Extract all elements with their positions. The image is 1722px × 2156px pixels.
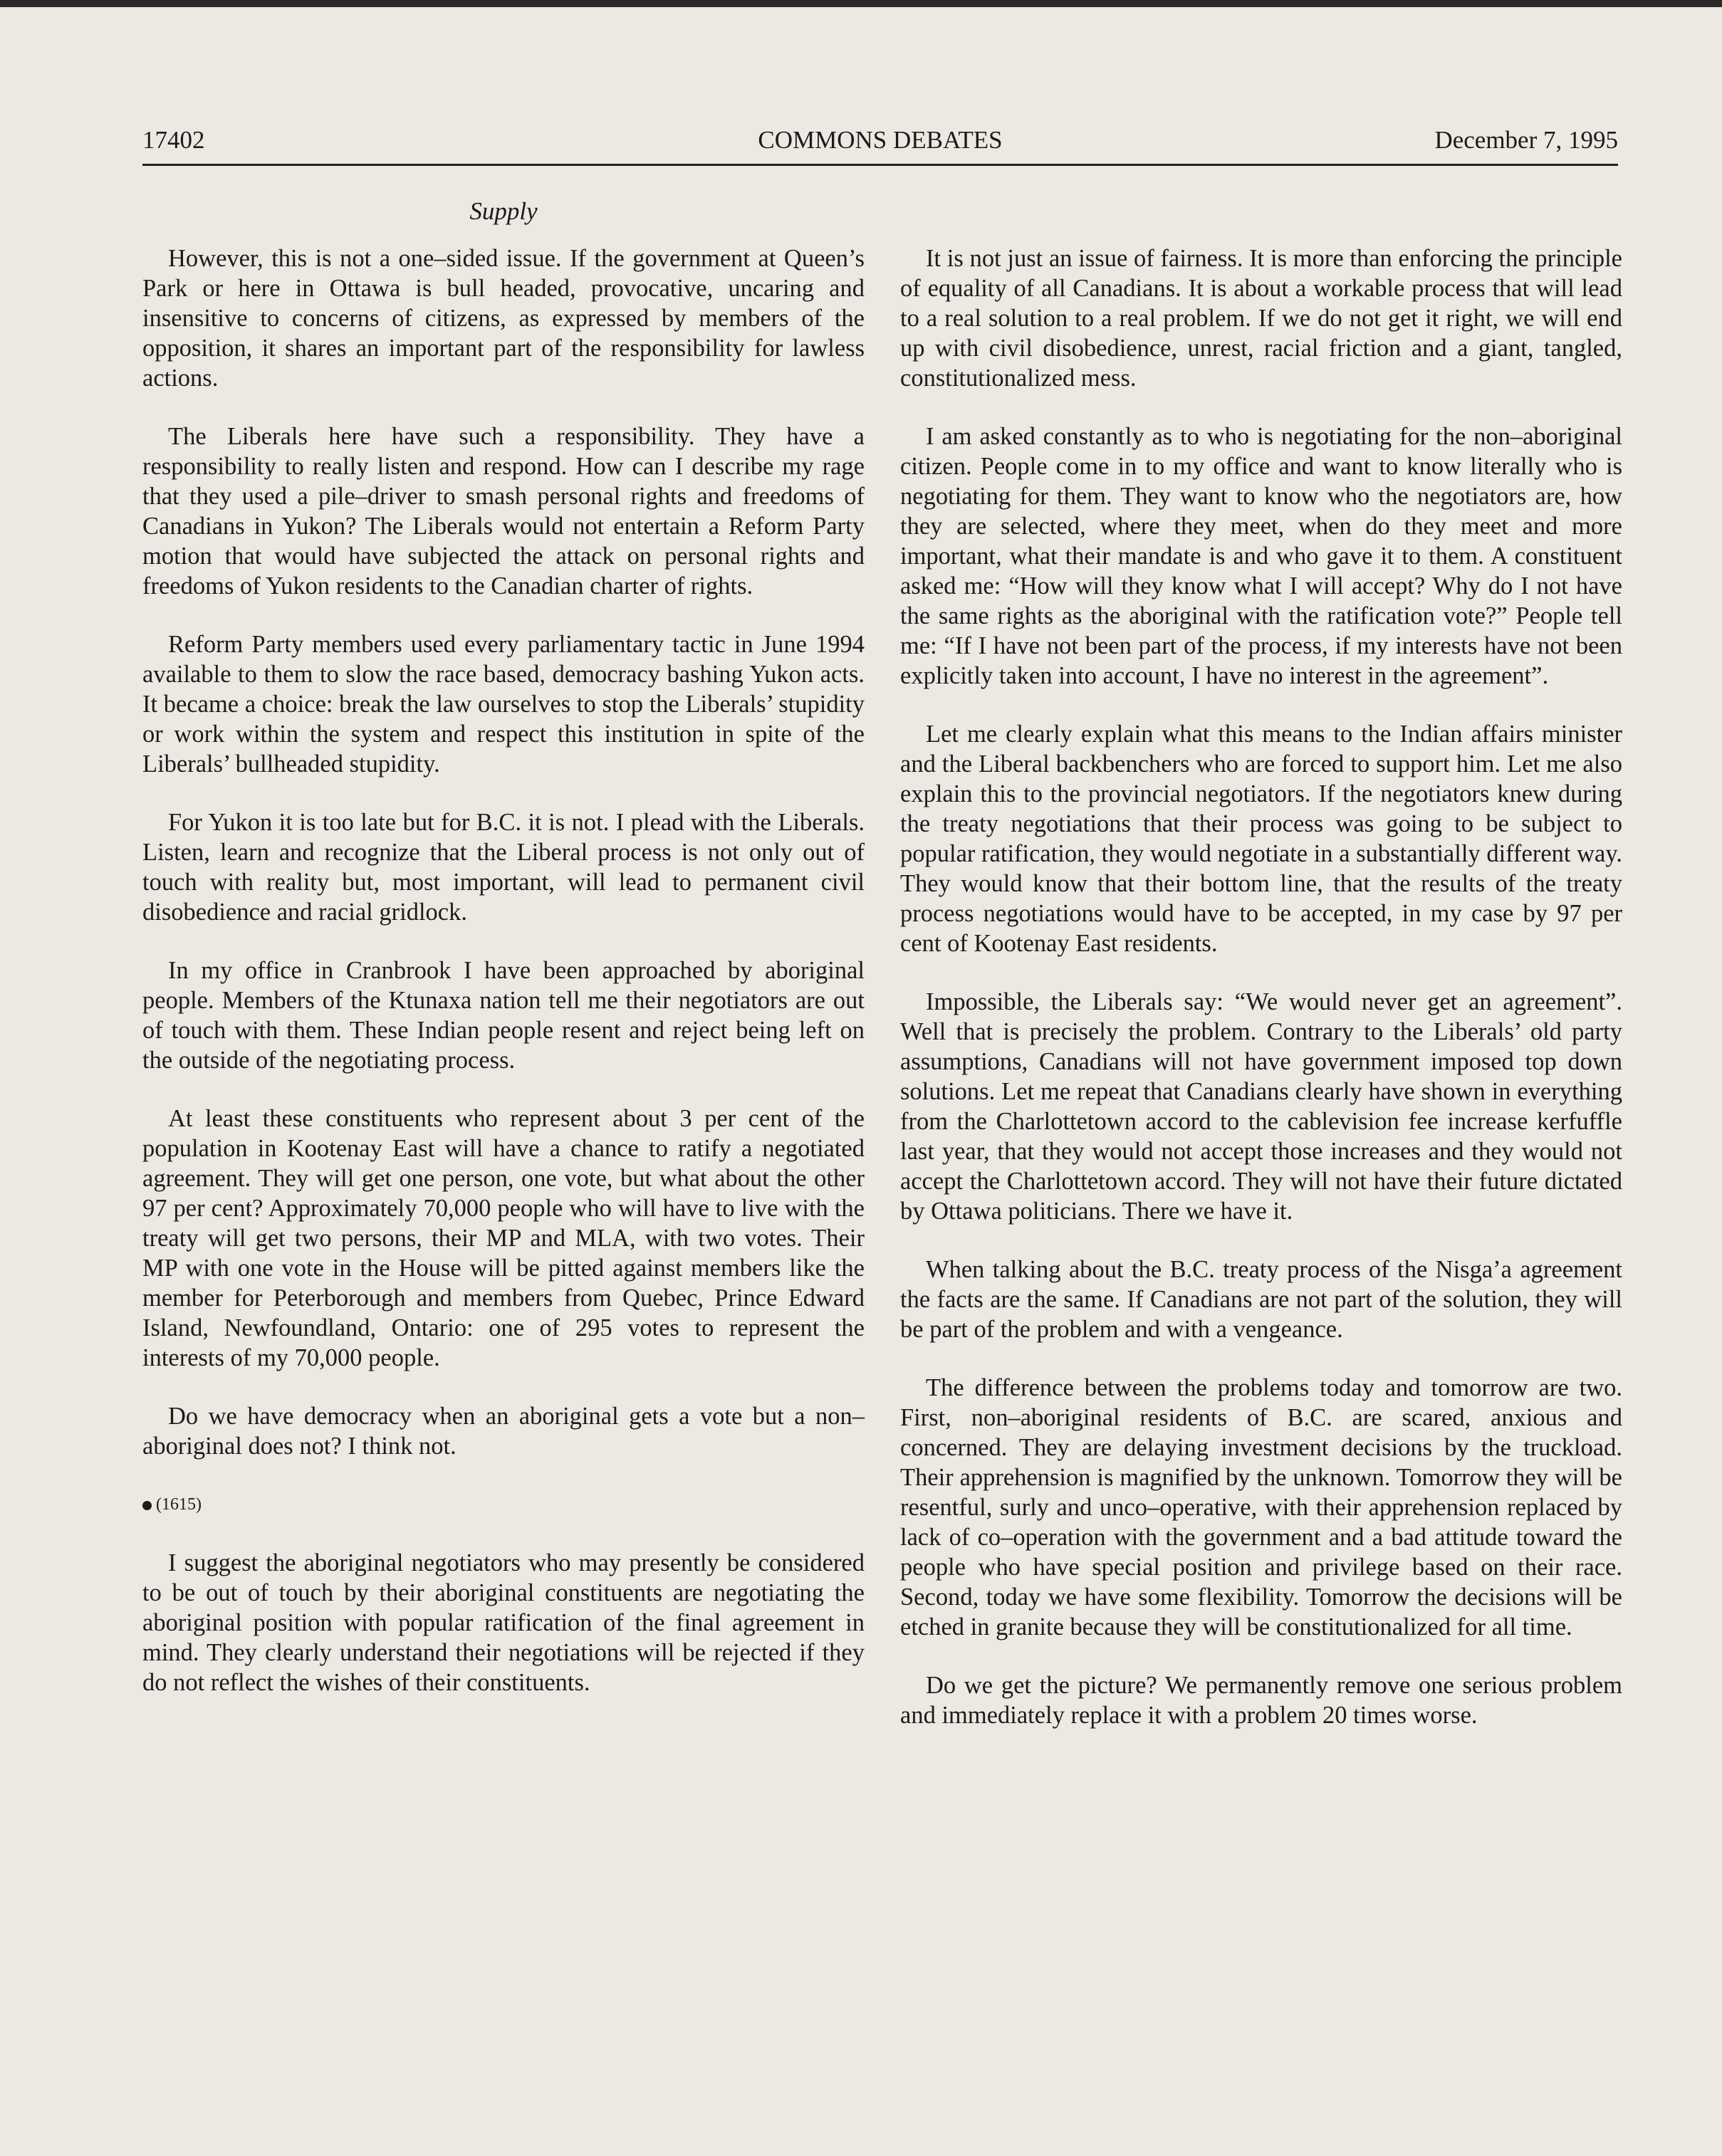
- bullet-icon: [142, 1501, 152, 1510]
- paragraph: When talking about the B.C. treaty process of the Nisga’a agreement the facts are the same. If Canadians are not part of the solution, they will be part of the problem and with a vengeance.: [900, 1256, 1622, 1343]
- scan-top-edge: [0, 0, 1722, 7]
- paragraph: I am asked constantly as to who is negotiating for the non–aboriginal citizen. People come in to my office and want to know literally who is negotiating for them. They want to know who the negotiators are, how they are selected, where they meet, when do they meet and more important, what their mandate is and who gave it to them. A constituent asked me: “How will they know what I will accept? Why do I not have the same rights as the aboriginal with the ratification vote?” People tell me: “If I have not been part of the process, if my interests have not been explicitly taken into account, I have no interest in the agreement”.: [900, 423, 1622, 689]
- paragraph: Do we get the picture? We permanently remove one serious problem and immediately replace it with a problem 20 times worse.: [900, 1672, 1622, 1729]
- time-marker-label: (1615): [156, 1495, 202, 1514]
- paragraph: The Liberals here have such a responsibility. They have a responsibility to really listen and respond. How can I describe my rage that they used a pile–driver to smash personal rights and freedoms of Canadians in Yukon? The Liberals would not entertain a Reform Party motion that would have subjected the attack on personal rights and freedoms of Yukon residents to the Canadian charter of rights.: [142, 423, 865, 600]
- journal-title: COMMONS DEBATES: [758, 126, 1003, 154]
- left-column: [142, 244, 865, 1726]
- paragraph: At least these constituents who represent about 3 per cent of the population in Kootenay East will have a chance to ratify a negotiated agreement. They will get one person, one vote, but what about the other 97 per cent? Approximately 70,000 people who will have to live with the treaty will get two persons, their MP and MLA, with two votes. Their MP with one vote in the House will be pitted against members like the member for Peterborough and members from Quebec, Prince Edward Island, Newfoundland, Ontario: one of 295 votes to represent the interests of my 70,000 people.: [142, 1105, 865, 1371]
- page-number: 17402: [142, 126, 205, 154]
- header-rule: [142, 164, 1618, 166]
- paragraph: In my office in Cranbrook I have been approached by aboriginal people. Members of the Ktunaxa nation tell me their negotiators are out of touch with them. These Indian people resent and reject being left on the outside of the negotiating process.: [142, 957, 865, 1074]
- paragraph: However, this is not a one–sided issue. If the government at Queen’s Park or here in Ottawa is bull headed, provocative, uncaring and insensitive to concerns of citizens, as expressed by members of the opposition, it shares an important part of the responsibility for lawless actions.: [142, 245, 865, 392]
- paragraph: For Yukon it is too late but for B.C. it is not. I plead with the Liberals. Listen, learn and recognize that the Liberal process is not only out of touch with reality but, most important, will lead to permanent civil disobedience and racial gridlock.: [142, 809, 865, 926]
- paragraph: Impossible, the Liberals say: “We would never get an agreement”. Well that is precisely the problem. Contrary to the Liberals’ old party assumptions, Canadians will not have government imposed top down solutions. Let me repeat that Canadians clearly have shown in everything from the Charlottetown accord to the cablevision fee increase kerfuffle last year, that they would not accept those increases and they would not accept the Charlottetown accord. They will not have their future dictated by Ottawa politicians. There we have it.: [900, 988, 1622, 1225]
- time-marker: [142, 1490, 865, 1519]
- right-column: [900, 244, 1622, 1759]
- paragraph: Let me clearly explain what this means to the Indian affairs minister and the Liberal backbenchers who are forced to support him. Let me also explain this to the provincial negotiators. If the negotiators knew during the treaty negotiations that their process was going to be subject to popular ratification, they would negotiate in a substantially different way. They would know that their bottom line, that the results of the treaty process negotiations would have to be accepted, in my case by 97 per cent of Kootenay East residents.: [900, 721, 1622, 957]
- paragraph: It is not just an issue of fairness. It is more than enforcing the principle of equality of all Canadians. It is about a workable process that will lead to a real solution to a real problem. If we do not get it right, we will end up with civil disobedience, unrest, racial friction and a giant, tangled, constitutionalized mess.: [900, 245, 1622, 392]
- page-header: [142, 122, 1618, 158]
- paragraph: Do we have democracy when an aboriginal gets a vote but a non–aboriginal does not? I think not.: [142, 1403, 865, 1460]
- paragraph: The difference between the problems today and tomorrow are two. First, non–aboriginal residents of B.C. are scared, anxious and concerned. They are delaying investment decisions by the truckload. Their apprehension is magnified by the unknown. Tomorrow they will be resentful, surly and unco–operative, with their apprehension replaced by lack of co–operation with the government and a bad attitude toward the people who have special position and privilege based on their race. Second, today we have some flexibility. Tomorrow the decisions will be etched in granite because they will be constitutionalized for all time.: [900, 1374, 1622, 1640]
- section-title: Supply: [469, 197, 538, 225]
- paragraph: Reform Party members used every parliamentary tactic in June 1994 available to them to slow the race based, democracy bashing Yukon acts. It became a choice: break the law ourselves to stop the Liberals’ stupidity or work within the system and respect this institution in spite of the Liberals’ bullheaded stupidity.: [142, 631, 865, 778]
- header-date: December 7, 1995: [1434, 126, 1618, 154]
- paragraph: I suggest the aboriginal negotiators who may presently be considered to be out of touch by their aboriginal constituents are negotiating the aboriginal position with popular ratification of the final agreement in mind. They clearly understand their negotiations will be rejected if they do not reflect the wishes of their constituents.: [142, 1549, 865, 1696]
